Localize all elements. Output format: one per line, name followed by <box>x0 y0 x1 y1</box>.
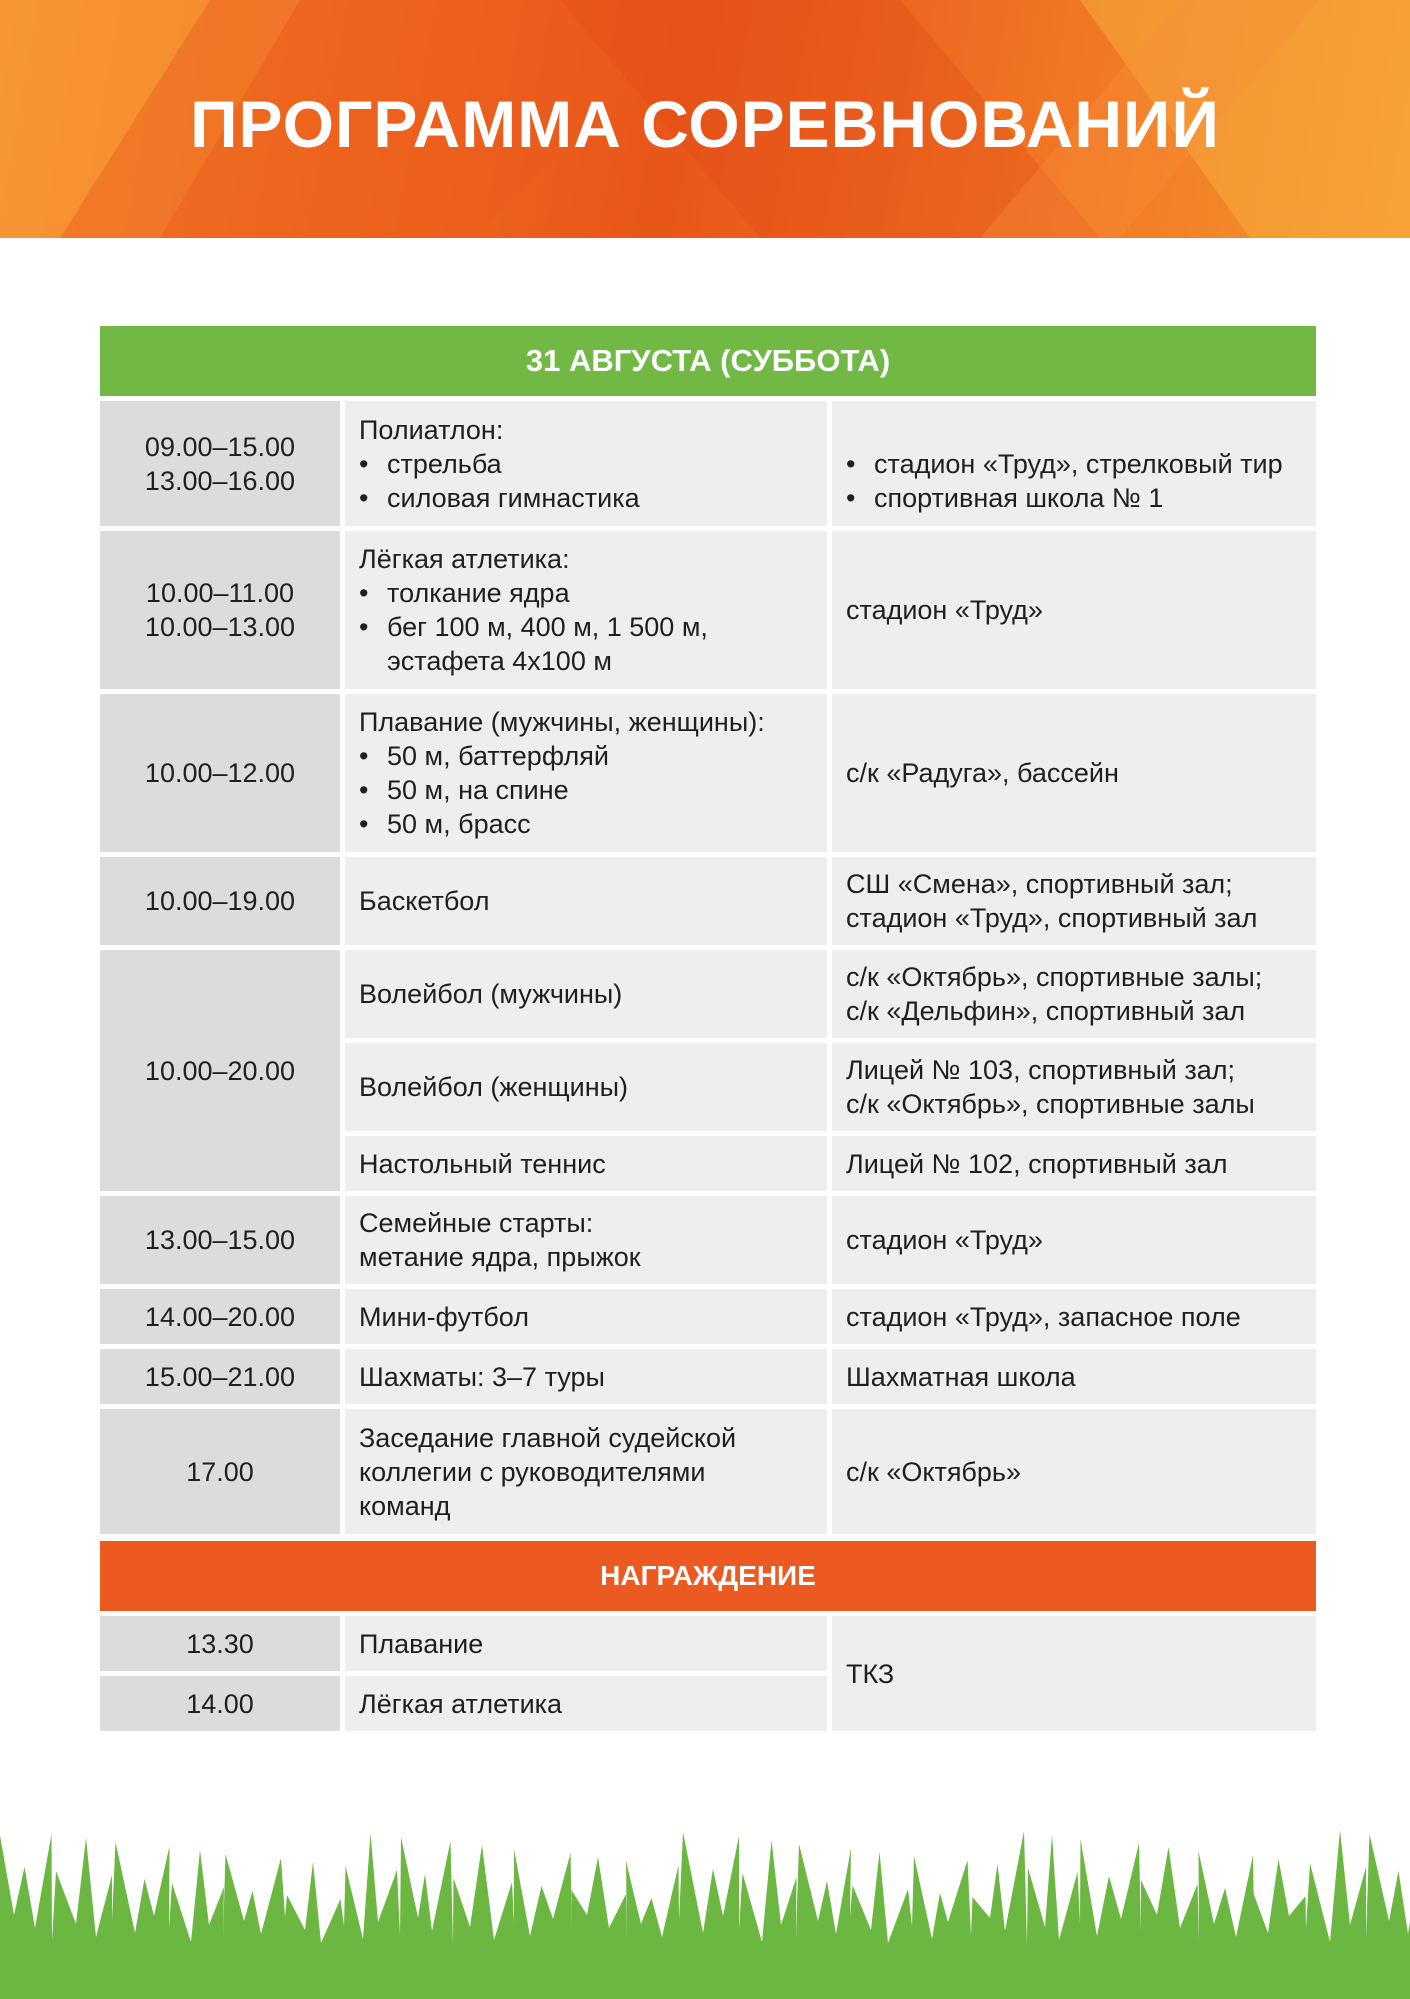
bullet-icon <box>359 447 387 481</box>
event-title: Плавание (мужчины, женщины): <box>359 707 765 737</box>
event-item: • силовая гимнастика <box>359 481 813 515</box>
event-cell <box>345 1289 827 1344</box>
time-cell <box>100 1409 340 1534</box>
event-item: • стрельба <box>359 447 813 481</box>
time-text: 10.00–19.00 <box>144 886 296 916</box>
time-text: 13.00–15.00 <box>144 1225 296 1255</box>
time-cell <box>100 694 340 852</box>
award-venue-cell <box>832 1616 1316 1731</box>
venue-cell <box>832 401 1316 526</box>
venue-line: стадион «Труд», спортивный зал <box>846 903 1258 933</box>
time-cell <box>100 1196 340 1284</box>
time-text: 10.00–20.00 <box>144 1055 296 1086</box>
event-line: Заседание главной судейской <box>359 1422 737 1453</box>
time-text: 10.00–11.00 <box>145 578 295 608</box>
venue-cell <box>832 950 1316 1038</box>
venue-text: стадион «Труд», запасное поле <box>846 1301 1241 1332</box>
venue-text: Шахматная школа <box>846 1361 1076 1392</box>
time-text: 09.00–15.00 <box>144 431 296 462</box>
event-text: Плавание <box>359 1628 484 1659</box>
time-text: 13.00–16.00 <box>144 465 296 496</box>
event-cell <box>345 694 827 852</box>
time-text: 17.00 <box>186 1456 254 1487</box>
venue-item: • спортивная школа № 1 <box>846 481 1302 515</box>
venue-text: с/к «Радуга», бассейн <box>846 758 1119 788</box>
time-text: 14.00 <box>186 1688 254 1719</box>
time-cell <box>100 531 340 689</box>
time-text: 13.30 <box>186 1628 254 1659</box>
venue-text: Лицей № 102, спортивный зал <box>846 1148 1228 1179</box>
venue-cell <box>832 1349 1316 1404</box>
venue-text: ТКЗ <box>846 1658 895 1689</box>
award-time-cell <box>100 1616 340 1671</box>
event-text: Мини-футбол <box>359 1301 529 1332</box>
event-item: • бег 100 м, 400 м, 1 500 м, <box>359 610 813 644</box>
award-event-cell <box>345 1676 827 1731</box>
venue-text: стадион «Труд» <box>846 595 1043 625</box>
awards-header: НАГРАЖДЕНИЕ <box>100 1541 1316 1611</box>
event-cell <box>345 1043 827 1131</box>
event-item: • толкание ядра <box>359 576 813 610</box>
time-cell <box>100 1349 340 1404</box>
event-text: Настольный теннис <box>359 1148 606 1179</box>
venue-line: с/к «Дельфин», спортивный зал <box>846 996 1246 1026</box>
award-time-cell <box>100 1676 340 1731</box>
event-cell <box>345 1349 827 1404</box>
venue-text: с/к «Октябрь» <box>846 1456 1021 1487</box>
venue-cell <box>832 1289 1316 1344</box>
award-event-cell <box>345 1616 827 1671</box>
venue-cell <box>832 694 1316 852</box>
event-line: команд <box>359 1490 451 1521</box>
time-text: 14.00–20.00 <box>144 1301 296 1332</box>
day-header: 31 АВГУСТА (СУББОТА) <box>100 326 1316 396</box>
venue-cell <box>832 857 1316 945</box>
bullet-icon <box>846 481 874 515</box>
venue-cell <box>832 1196 1316 1284</box>
event-line: коллегии с руководителями <box>359 1456 706 1487</box>
bullet-icon <box>359 576 387 610</box>
time-cell <box>100 950 340 1191</box>
venue-item: • стадион «Труд», стрелковый тир <box>846 447 1302 481</box>
bullet-icon <box>359 610 387 644</box>
bullet-icon <box>359 739 387 773</box>
venue-cell <box>832 1043 1316 1131</box>
time-cell <box>100 1289 340 1344</box>
schedule-table <box>100 326 1316 1731</box>
event-cell <box>345 857 827 945</box>
page-title: ПРОГРАММА СОРЕВНОВАНИЙ <box>190 87 1220 161</box>
bullet-icon <box>359 807 387 841</box>
venue-line: СШ «Смена», спортивный зал; <box>846 869 1233 899</box>
event-text: Баскетбол <box>359 886 490 916</box>
event-cell <box>345 950 827 1038</box>
time-text: 10.00–12.00 <box>144 758 296 788</box>
event-text: Шахматы: 3–7 туры <box>359 1361 605 1392</box>
venue-text: стадион «Труд» <box>846 1225 1043 1255</box>
venue-line: с/к «Октябрь», спортивные залы <box>846 1089 1255 1119</box>
venue-cell <box>832 1409 1316 1534</box>
time-cell <box>100 857 340 945</box>
venue-cell <box>832 531 1316 689</box>
venue-line: Лицей № 103, спортивный зал; <box>846 1055 1235 1085</box>
event-cell <box>345 1409 827 1534</box>
event-text: Волейбол (мужчины) <box>359 979 623 1009</box>
event-item: • 50 м, баттерфляй <box>359 739 813 773</box>
event-cell <box>345 1136 827 1191</box>
header-banner <box>0 0 1410 238</box>
event-line: Семейные старты: <box>359 1208 594 1238</box>
bullet-icon <box>846 447 874 481</box>
time-cell <box>100 401 340 526</box>
bullet-icon <box>359 481 387 515</box>
event-cell <box>345 1196 827 1284</box>
event-title: Лёгкая атлетика: <box>359 544 570 574</box>
event-line: метание ядра, прыжок <box>359 1242 641 1272</box>
venue-cell <box>832 1136 1316 1191</box>
time-text: 15.00–21.00 <box>144 1361 296 1392</box>
event-text: Лёгкая атлетика <box>359 1688 563 1719</box>
event-item: • 50 м, на спине <box>359 773 813 807</box>
event-cell <box>345 531 827 689</box>
event-item-continued: эстафета 4х100 м <box>387 646 612 676</box>
event-text: Волейбол (женщины) <box>359 1072 629 1102</box>
event-cell <box>345 401 827 526</box>
event-item: • 50 м, брасс <box>359 807 813 841</box>
time-text: 10.00–13.00 <box>144 612 296 642</box>
bullet-icon <box>359 773 387 807</box>
venue-line: с/к «Октябрь», спортивные залы; <box>846 962 1263 992</box>
grass-decoration <box>0 1820 1410 1999</box>
event-title: Полиатлон: <box>359 414 504 445</box>
